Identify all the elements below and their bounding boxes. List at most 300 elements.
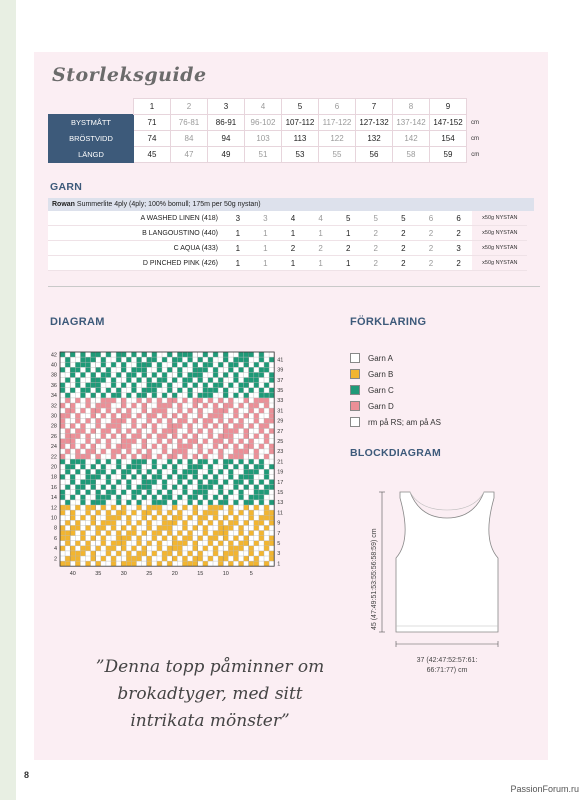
chart-stitch	[233, 378, 238, 383]
chart-stitch	[131, 388, 136, 393]
chart-stitch	[203, 367, 208, 372]
chart-stitch	[182, 418, 187, 423]
chart-stitch	[80, 372, 85, 377]
chart-stitch	[244, 434, 249, 439]
chart-stitch	[157, 546, 162, 551]
chart-stitch	[111, 413, 116, 418]
chart-stitch	[244, 378, 249, 383]
chart-stitch	[152, 352, 157, 357]
chart-stitch	[167, 398, 172, 403]
chart-stitch	[213, 495, 218, 500]
chart-stitch	[254, 469, 259, 474]
chart-row-number-right: 17	[277, 479, 284, 486]
chart-row-number-right: 31	[277, 408, 284, 415]
chart-stitch	[106, 352, 111, 357]
chart-stitch	[188, 469, 193, 474]
chart-stitch	[121, 505, 126, 510]
chart-stitch	[259, 444, 264, 449]
chart-stitch	[60, 531, 65, 536]
chart-stitch	[147, 434, 152, 439]
chart-stitch	[218, 541, 223, 546]
chart-stitch	[167, 531, 172, 536]
chart-stitch	[111, 520, 116, 525]
chart-stitch	[75, 434, 80, 439]
size-row-label: LÄNGD	[49, 147, 134, 163]
chart-stitch	[70, 525, 75, 530]
yarn-name: C AQUA (433)	[48, 241, 224, 256]
chart-stitch	[188, 500, 193, 505]
chart-stitch	[167, 454, 172, 459]
chart-stitch	[131, 367, 136, 372]
chart-stitch	[121, 403, 126, 408]
chart-stitch	[75, 418, 80, 423]
chart-stitch	[188, 536, 193, 541]
chart-stitch	[142, 515, 147, 520]
chart-stitch	[96, 439, 101, 444]
chart-stitch	[269, 515, 274, 520]
chart-stitch	[233, 500, 238, 505]
chart-stitch	[60, 418, 65, 423]
chart-stitch	[86, 505, 91, 510]
chart-stitch	[167, 352, 172, 357]
chart-stitch	[259, 551, 264, 556]
size-cell: 84	[171, 131, 208, 147]
chart-stitch	[80, 536, 85, 541]
chart-stitch	[162, 378, 167, 383]
chart-stitch	[111, 525, 116, 530]
chart-stitch	[167, 423, 172, 428]
page-number: 8	[24, 770, 30, 780]
chart-stitch	[264, 541, 269, 546]
chart-stitch	[121, 490, 126, 495]
chart-stitch	[244, 505, 249, 510]
chart-stitch	[142, 423, 147, 428]
chart-stitch	[203, 474, 208, 479]
chart-stitch	[223, 525, 228, 530]
chart-stitch	[264, 510, 269, 515]
chart-stitch	[269, 372, 274, 377]
chart-stitch	[131, 490, 136, 495]
chart-stitch	[264, 469, 269, 474]
chart-stitch	[126, 393, 131, 398]
chart-stitch	[111, 561, 116, 566]
chart-stitch	[198, 464, 203, 469]
chart-stitch	[80, 495, 85, 500]
chart-stitch	[101, 536, 106, 541]
chart-stitch	[80, 464, 85, 469]
chart-stitch	[162, 525, 167, 530]
yarn-description-bar	[48, 198, 534, 211]
chart-stitch	[162, 485, 167, 490]
size-cell: 51	[245, 147, 282, 163]
chart-stitch	[137, 449, 142, 454]
chart-stitch	[75, 383, 80, 388]
chart-stitch	[172, 464, 177, 469]
yarn-quantity: 1	[252, 226, 280, 241]
chart-row-number-right: 29	[277, 418, 284, 425]
chart-stitch	[182, 520, 187, 525]
chart-stitch	[70, 439, 75, 444]
chart-stitch	[264, 367, 269, 372]
chart-stitch	[223, 357, 228, 362]
chart-stitch	[60, 536, 65, 541]
chart-stitch	[172, 515, 177, 520]
chart-stitch	[137, 459, 142, 464]
chart-stitch	[111, 393, 116, 398]
chart-row-number-left: 40	[50, 362, 57, 369]
size-number: 5	[282, 99, 319, 115]
length-label: 45 (47:49:51:53:55:56:58:59) cm	[371, 528, 378, 630]
chart-stitch	[269, 480, 274, 485]
chart-stitch	[208, 505, 213, 510]
chart-stitch	[60, 490, 65, 495]
chart-stitch	[65, 531, 70, 536]
chart-stitch	[177, 403, 182, 408]
chart-stitch	[213, 546, 218, 551]
chart-stitch	[106, 429, 111, 434]
chart-row-number-left: 26	[50, 433, 57, 440]
yarn-quantity: 2	[445, 256, 473, 271]
chart-stitch	[86, 541, 91, 546]
chart-stitch	[162, 444, 167, 449]
chart-stitch	[198, 357, 203, 362]
chart-stitch	[65, 520, 70, 525]
chart-stitch	[193, 398, 198, 403]
chart-stitch	[152, 531, 157, 536]
chart-stitch	[91, 357, 96, 362]
yarn-row	[48, 256, 527, 271]
chart-stitch	[239, 561, 244, 566]
chart-stitch	[233, 429, 238, 434]
chart-stitch	[223, 536, 228, 541]
chart-stitch	[233, 423, 238, 428]
chart-row-number-right: 27	[277, 428, 284, 435]
chart-stitch	[249, 388, 254, 393]
chart-stitch	[96, 352, 101, 357]
chart-stitch	[152, 393, 157, 398]
chart-stitch	[249, 531, 254, 536]
size-unit: cm	[471, 119, 479, 126]
chart-stitch	[121, 561, 126, 566]
chart-stitch	[152, 474, 157, 479]
chart-stitch	[249, 515, 254, 520]
chart-stitch	[60, 561, 65, 566]
chart-stitch	[91, 551, 96, 556]
chart-stitch	[172, 485, 177, 490]
chart-stitch	[223, 429, 228, 434]
chart-stitch	[249, 408, 254, 413]
yarn-quantity: 1	[224, 256, 252, 271]
chart-stitch	[244, 383, 249, 388]
chart-stitch	[121, 536, 126, 541]
chart-stitch	[264, 403, 269, 408]
chart-stitch	[269, 378, 274, 383]
chart-stitch	[208, 520, 213, 525]
chart-stitch	[101, 505, 106, 510]
chart-stitch	[152, 372, 157, 377]
chart-stitch	[269, 500, 274, 505]
chart-stitch	[182, 556, 187, 561]
chart-stitch	[147, 556, 152, 561]
chart-stitch	[111, 490, 116, 495]
chart-stitch	[198, 459, 203, 464]
chart-stitch	[91, 536, 96, 541]
chart-stitch	[91, 505, 96, 510]
chart-stitch	[65, 541, 70, 546]
chart-stitch	[254, 495, 259, 500]
chart-stitch	[193, 434, 198, 439]
chart-stitch	[96, 495, 101, 500]
chart-stitch	[60, 444, 65, 449]
yarn-quantity: 5	[334, 211, 362, 226]
size-cell: 45	[134, 147, 171, 163]
chart-stitch	[208, 388, 213, 393]
vest-outline	[396, 492, 498, 632]
chart-stitch	[75, 520, 80, 525]
chart-stitch	[121, 525, 126, 530]
chart-stitch	[203, 383, 208, 388]
chart-stitch	[269, 429, 274, 434]
chart-stitch	[157, 434, 162, 439]
chart-stitch	[137, 398, 142, 403]
chart-stitch	[259, 352, 264, 357]
chart-column-number: 30	[120, 571, 127, 578]
size-cell: 113	[282, 131, 319, 147]
chart-stitch	[218, 378, 223, 383]
yarn-quantity: 1	[252, 256, 280, 271]
chart-stitch	[106, 495, 111, 500]
chart-stitch	[193, 541, 198, 546]
chart-stitch	[162, 500, 167, 505]
chart-stitch	[177, 541, 182, 546]
chart-stitch	[65, 449, 70, 454]
chart-stitch	[86, 383, 91, 388]
chart-stitch	[254, 556, 259, 561]
chart-column-number: 10	[222, 571, 229, 578]
chart-stitch	[137, 367, 142, 372]
yarn-table	[48, 211, 527, 271]
chart-stitch	[147, 413, 152, 418]
chart-stitch	[70, 556, 75, 561]
chart-stitch	[172, 449, 177, 454]
chart-stitch	[269, 449, 274, 454]
yarn-quantity: 2	[417, 256, 445, 271]
chart-stitch	[91, 408, 96, 413]
chart-stitch	[121, 439, 126, 444]
chart-stitch	[116, 541, 121, 546]
chart-stitch	[254, 454, 259, 459]
chart-stitch	[223, 352, 228, 357]
size-number: 7	[356, 99, 393, 115]
chart-stitch	[147, 398, 152, 403]
chart-stitch	[203, 546, 208, 551]
chart-row-number-right: 15	[277, 490, 284, 496]
chart-stitch	[106, 403, 111, 408]
legend-label: Garn C	[368, 385, 394, 395]
chart-stitch	[157, 408, 162, 413]
chart-stitch	[126, 556, 131, 561]
size-cell: 147-152	[430, 115, 467, 131]
chart-stitch	[259, 367, 264, 372]
chart-stitch	[177, 352, 182, 357]
chart-stitch	[121, 367, 126, 372]
chart-stitch	[70, 495, 75, 500]
chart-stitch	[96, 454, 101, 459]
chart-stitch	[203, 515, 208, 520]
chart-stitch	[249, 474, 254, 479]
chart-stitch	[182, 561, 187, 566]
chart-stitch	[259, 357, 264, 362]
chart-stitch	[259, 423, 264, 428]
chart-stitch	[188, 459, 193, 464]
chart-stitch	[203, 393, 208, 398]
chart-stitch	[244, 449, 249, 454]
chart-stitch	[157, 454, 162, 459]
yarn-brand: Rowan	[52, 201, 75, 208]
chart-stitch	[198, 398, 203, 403]
chart-stitch	[223, 423, 228, 428]
chart-stitch	[182, 362, 187, 367]
chart-stitch	[254, 362, 259, 367]
chart-stitch	[198, 444, 203, 449]
chart-stitch	[239, 546, 244, 551]
chart-stitch	[65, 393, 70, 398]
chart-stitch	[213, 444, 218, 449]
chart-stitch	[126, 378, 131, 383]
chart-stitch	[269, 510, 274, 515]
chart-stitch	[177, 510, 182, 515]
yarn-quantity: 1	[252, 241, 280, 256]
chart-stitch	[162, 429, 167, 434]
chart-stitch	[111, 398, 116, 403]
chart-stitch	[137, 536, 142, 541]
chart-row-number-left: 38	[50, 372, 57, 379]
chart-stitch	[80, 388, 85, 393]
size-cell: 132	[356, 131, 393, 147]
chart-stitch	[70, 464, 75, 469]
chart-stitch	[126, 536, 131, 541]
yarn-unit: x50g NYSTAN	[472, 241, 527, 256]
chart-stitch	[203, 495, 208, 500]
chart-stitch	[91, 520, 96, 525]
chart-stitch	[208, 413, 213, 418]
chart-stitch	[239, 383, 244, 388]
chart-row-number-left: 2	[53, 556, 57, 563]
chart-stitch	[75, 362, 80, 367]
chart-stitch	[91, 474, 96, 479]
chart-stitch	[126, 480, 131, 485]
chart-stitch	[259, 398, 264, 403]
chart-stitch	[101, 500, 106, 505]
chart-stitch	[167, 439, 172, 444]
vest-neckline	[410, 492, 484, 510]
chart-stitch	[264, 474, 269, 479]
chart-stitch	[70, 459, 75, 464]
chart-stitch	[198, 536, 203, 541]
chart-stitch	[86, 449, 91, 454]
chart-stitch	[254, 541, 259, 546]
chart-stitch	[106, 551, 111, 556]
chart-stitch	[116, 352, 121, 357]
chart-stitch	[111, 515, 116, 520]
chart-stitch	[80, 485, 85, 490]
chart-stitch	[244, 357, 249, 362]
chart-stitch	[213, 372, 218, 377]
chart-stitch	[147, 378, 152, 383]
chart-stitch	[137, 464, 142, 469]
size-row	[49, 131, 484, 147]
chart-stitch	[233, 362, 238, 367]
chart-stitch	[233, 372, 238, 377]
chart-stitch	[91, 383, 96, 388]
chart-stitch	[213, 551, 218, 556]
chart-stitch	[116, 423, 121, 428]
size-cell: 56	[356, 147, 393, 163]
chart-stitch	[239, 388, 244, 393]
chart-stitch	[193, 418, 198, 423]
legend-heading: FÖRKLARING	[350, 316, 427, 328]
chart-stitch	[177, 388, 182, 393]
yarn-quantity: 2	[390, 256, 418, 271]
chart-stitch	[269, 520, 274, 525]
size-table	[48, 98, 484, 163]
chart-stitch	[203, 531, 208, 536]
chart-stitch	[60, 505, 65, 510]
legend-label: rm på RS; am på AS	[368, 417, 441, 427]
chart-stitch	[259, 520, 264, 525]
chart-row-number-left: 36	[50, 382, 57, 389]
chart-stitch	[167, 495, 172, 500]
chart-stitch	[264, 393, 269, 398]
size-cell: 47	[171, 147, 208, 163]
chart-stitch	[208, 378, 213, 383]
chart-stitch	[228, 367, 233, 372]
chart-stitch	[198, 372, 203, 377]
chart-stitch	[75, 525, 80, 530]
chart-stitch	[223, 515, 228, 520]
chart-stitch	[213, 403, 218, 408]
chart-stitch	[70, 515, 75, 520]
chart-stitch	[70, 546, 75, 551]
chart-stitch	[167, 474, 172, 479]
chart-stitch	[86, 362, 91, 367]
chart-row-number-left: 8	[53, 525, 57, 532]
chart-stitch	[86, 398, 91, 403]
chart-row-number-right: 5	[277, 541, 281, 547]
chart-stitch	[244, 500, 249, 505]
chart-stitch	[101, 378, 106, 383]
chart-stitch	[106, 439, 111, 444]
chart-stitch	[121, 413, 126, 418]
chart-stitch	[244, 469, 249, 474]
chart-stitch	[167, 520, 172, 525]
chart-stitch	[177, 439, 182, 444]
chart-stitch	[70, 352, 75, 357]
chart-stitch	[152, 383, 157, 388]
chart-stitch	[259, 464, 264, 469]
chart-stitch	[91, 449, 96, 454]
chart-stitch	[223, 444, 228, 449]
yarn-name: D PINCHED PINK (426)	[48, 256, 224, 271]
chart-stitch	[137, 357, 142, 362]
chart-stitch	[264, 418, 269, 423]
chart-stitch	[101, 541, 106, 546]
yarn-quantity: 2	[279, 241, 307, 256]
chart-stitch	[213, 515, 218, 520]
chart-stitch	[111, 434, 116, 439]
chart-stitch	[264, 561, 269, 566]
chart-stitch	[198, 556, 203, 561]
